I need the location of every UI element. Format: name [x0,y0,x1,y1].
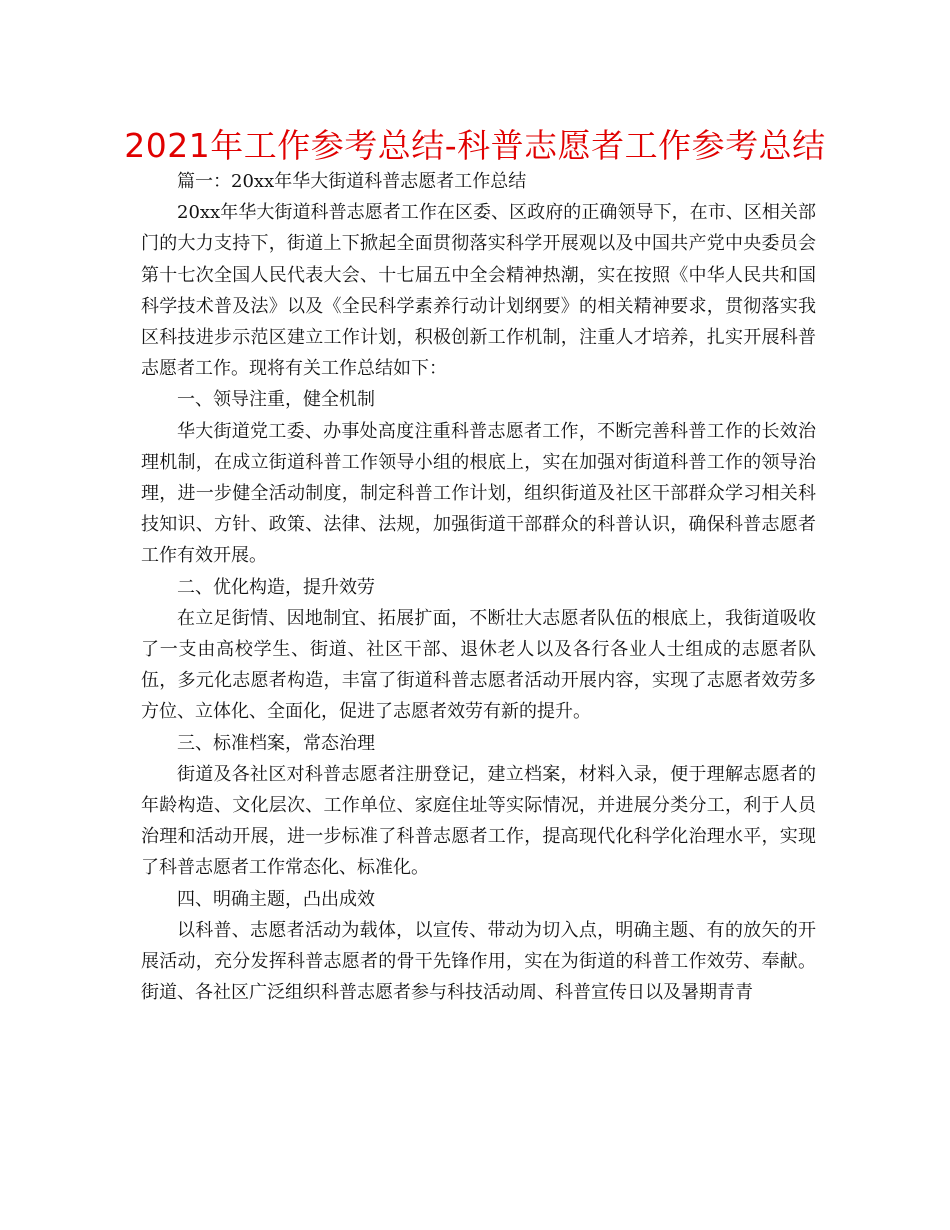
section-heading-1: 一、领导注重，健全机制 [177,389,375,411]
body-paragraph-section-2: 在立足街情、因地制宜、拓展扩面，不断壮大志愿者队伍的根底上，我街道吸收了一支由高校学生、街道、社区干部、退休老人以及各行各业人士组成的志愿者队伍，多元化志愿者构造，丰富了街道科普志愿者活动开展内容，实现了志愿者效劳多方位、立体化、全面化，促进了志愿者效劳有新的提升。 [141,607,816,723]
body-paragraph-section-4: 以科普、志愿者活动为载体，以宣传、带动为切入点，明确主题、有的放矢的开展活动，充分发挥科普志愿者的骨干先锋作用，实在为街道的科普工作效劳、奉献。街道、各社区广泛组织科普志愿者参与科技活动周、科普宣传日以及暑期青青 [141,919,816,1004]
body-paragraph-section-3: 街道及各社区对科普志愿者注册登记，建立档案，材料入录，便于理解志愿者的年龄构造、文化层次、工作单位、家庭住址等实际情况，并进展分类分工，利于人员治理和活动开展，进一步标准了科普志愿者工作，提高现代化科学化治理水平，实现了科普志愿者工作常态化、标准化。 [141,763,816,879]
body-paragraph-intro: 20xx年华大街道科普志愿者工作在区委、区政府的正确领导下，在市、区相关部门的大力支持下，街道上下掀起全面贯彻落实科学开展观以及中国共产党中央委员会第十七次全国人民代表大会、十七届五中全会精神热潮，实在按照《中华人民共和国科学技术普及法》以及《全民科学素养行动计划纲要》的相关精神要求，贯彻落实我区科技进步示范区建立工作计划，积极创新工作机制，注重人才培养，扎实开展科普志愿者工作。现将有关工作总结如下： [141,202,816,380]
body-paragraph-section-1: 华大街道党工委、办事处高度注重科普志愿者工作，不断完善科普工作的长效治理机制，在成立街道科普工作领导小组的根底上，实在加强对街道科普工作的领导治理，进一步健全活动制度，制定科普工作计划，组织街道及社区干部群众学习相关科技知识、方针、政策、法律、法规，加强街道干部群众的科普认识，确保科普志愿者工作有效开展。 [141,420,816,567]
section-heading-2: 二、优化构造，提升效劳 [177,576,375,598]
section-heading-3: 三、标准档案，常态治理 [177,732,375,754]
subtitle-paragraph: 篇一：20xx年华大街道科普志愿者工作总结 [177,171,527,192]
document-body [141,166,816,1008]
document-title: 2021年工作参考总结-科普志愿者工作参考总结 [124,126,826,165]
section-heading-4: 四、明确主题，凸出成效 [177,888,375,910]
